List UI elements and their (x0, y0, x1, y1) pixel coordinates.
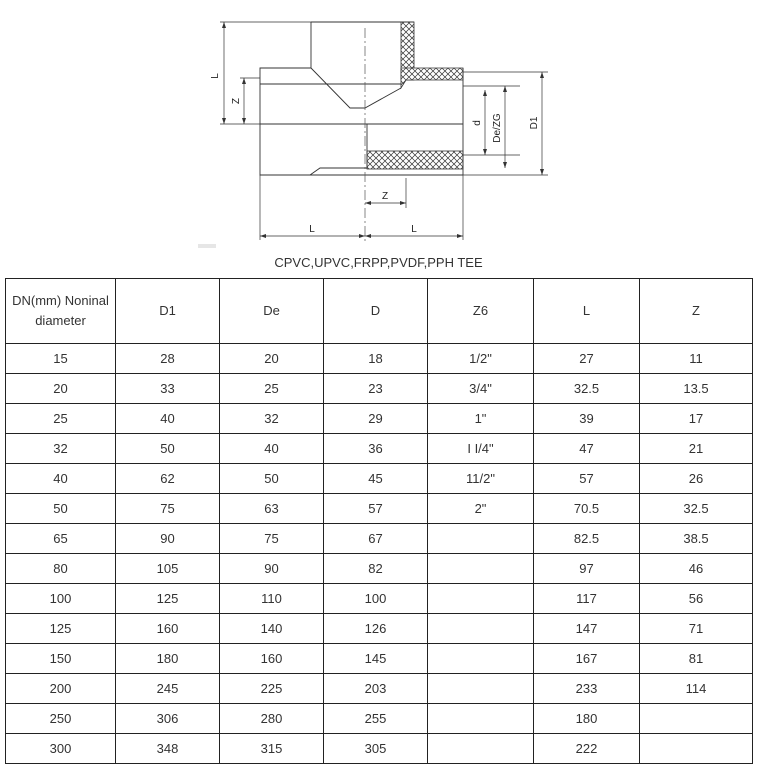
cell-z6 (428, 524, 534, 554)
cell-dn: 40 (6, 464, 116, 494)
cell-z: 71 (640, 614, 753, 644)
header-z: Z (640, 279, 753, 344)
cell-z6: 1/2" (428, 344, 534, 374)
label-L-vertical: L (210, 73, 221, 79)
cell-d1: 50 (116, 434, 220, 464)
cell-d1: 90 (116, 524, 220, 554)
cell-l: 167 (534, 644, 640, 674)
cell-d: 126 (324, 614, 428, 644)
cell-d1: 348 (116, 734, 220, 764)
table-row (6, 674, 753, 704)
cell-z6 (428, 644, 534, 674)
cell-dn: 250 (6, 704, 116, 734)
table-row (6, 704, 753, 734)
cell-de: 32 (220, 404, 324, 434)
cell-l: 180 (534, 704, 640, 734)
table-row (6, 644, 753, 674)
cell-de: 160 (220, 644, 324, 674)
cell-l: 97 (534, 554, 640, 584)
cell-d: 305 (324, 734, 428, 764)
drawing-smudge (198, 244, 216, 248)
cell-z6 (428, 614, 534, 644)
table-row (6, 344, 753, 374)
cell-z: 21 (640, 434, 753, 464)
cell-de: 63 (220, 494, 324, 524)
cell-z6 (428, 554, 534, 584)
cell-z: 46 (640, 554, 753, 584)
cell-dn: 20 (6, 374, 116, 404)
cell-dn: 200 (6, 674, 116, 704)
cell-d1: 28 (116, 344, 220, 374)
cell-dn: 300 (6, 734, 116, 764)
cell-l: 233 (534, 674, 640, 704)
cell-z: 11 (640, 344, 753, 374)
cell-z: 81 (640, 644, 753, 674)
cell-l: 39 (534, 404, 640, 434)
label-Z-bottom: Z (381, 191, 389, 202)
cell-de: 225 (220, 674, 324, 704)
cell-d: 23 (324, 374, 428, 404)
cell-dn: 32 (6, 434, 116, 464)
label-D1: D1 (529, 116, 540, 130)
cell-de: 50 (220, 464, 324, 494)
cell-z6 (428, 674, 534, 704)
dimension-table (5, 278, 753, 764)
cell-z6: 11/2" (428, 464, 534, 494)
table-row (6, 554, 753, 584)
cell-z6 (428, 734, 534, 764)
cell-de: 75 (220, 524, 324, 554)
cell-z: 32.5 (640, 494, 753, 524)
cell-de: 315 (220, 734, 324, 764)
cell-d: 255 (324, 704, 428, 734)
cell-d1: 40 (116, 404, 220, 434)
cell-z: 26 (640, 464, 753, 494)
cell-l: 27 (534, 344, 640, 374)
cell-z: 56 (640, 584, 753, 614)
header-d1: D1 (116, 279, 220, 344)
cell-z: 17 (640, 404, 753, 434)
header-z6: Z6 (428, 279, 534, 344)
label-Z-vertical: Z (231, 97, 242, 105)
cell-d1: 105 (116, 554, 220, 584)
cell-l: 32.5 (534, 374, 640, 404)
table-row (6, 374, 753, 404)
table-row (6, 524, 753, 554)
header-dn: DN(mm) Noninal diameter (6, 279, 116, 344)
cell-l: 70.5 (534, 494, 640, 524)
cell-d1: 245 (116, 674, 220, 704)
cell-z: 114 (640, 674, 753, 704)
cell-de: 90 (220, 554, 324, 584)
cell-d: 145 (324, 644, 428, 674)
cell-d1: 180 (116, 644, 220, 674)
cell-de: 280 (220, 704, 324, 734)
cell-z6: 2" (428, 494, 534, 524)
table-row (6, 584, 753, 614)
label-d: d (472, 120, 483, 126)
cell-z6: 3/4" (428, 374, 534, 404)
cell-z (640, 704, 753, 734)
cell-dn: 15 (6, 344, 116, 374)
cell-d: 36 (324, 434, 428, 464)
cell-d: 57 (324, 494, 428, 524)
cell-dn: 100 (6, 584, 116, 614)
hatched-wall-sections (367, 22, 463, 169)
drawing-caption: CPVC,UPVC,FRPP,PVDF,PPH TEE (274, 255, 483, 270)
header-d: D (324, 279, 428, 344)
cell-z: 13.5 (640, 374, 753, 404)
cell-d: 29 (324, 404, 428, 434)
cell-d: 100 (324, 584, 428, 614)
cell-d1: 75 (116, 494, 220, 524)
cell-d1: 62 (116, 464, 220, 494)
table-row (6, 404, 753, 434)
cell-z: 38.5 (640, 524, 753, 554)
cell-d: 203 (324, 674, 428, 704)
cell-d1: 306 (116, 704, 220, 734)
cell-dn: 50 (6, 494, 116, 524)
cell-z6: I I/4" (428, 434, 534, 464)
tee-fitting-drawing (190, 8, 570, 252)
cell-d: 82 (324, 554, 428, 584)
cell-z (640, 734, 753, 764)
cell-de: 25 (220, 374, 324, 404)
header-de: De (220, 279, 324, 344)
cell-de: 20 (220, 344, 324, 374)
cell-de: 140 (220, 614, 324, 644)
label-L-left: L (309, 224, 315, 235)
cell-d: 67 (324, 524, 428, 554)
cell-dn: 150 (6, 644, 116, 674)
cell-l: 222 (534, 734, 640, 764)
table-row (6, 494, 753, 524)
cell-d1: 160 (116, 614, 220, 644)
table-row (6, 434, 753, 464)
cell-l: 82.5 (534, 524, 640, 554)
cell-l: 47 (534, 434, 640, 464)
table-header-row (6, 279, 753, 344)
cell-z6 (428, 704, 534, 734)
cell-dn: 80 (6, 554, 116, 584)
cell-l: 117 (534, 584, 640, 614)
table-row (6, 734, 753, 764)
cell-de: 110 (220, 584, 324, 614)
cell-d1: 33 (116, 374, 220, 404)
cell-dn: 25 (6, 404, 116, 434)
label-L-right: L (411, 224, 417, 235)
label-De-ZG: De/ZG (492, 113, 503, 143)
cell-de: 40 (220, 434, 324, 464)
header-l: L (534, 279, 640, 344)
cell-dn: 65 (6, 524, 116, 554)
cell-d: 45 (324, 464, 428, 494)
cell-l: 147 (534, 614, 640, 644)
table-row (6, 464, 753, 494)
cell-z6: 1" (428, 404, 534, 434)
cell-d: 18 (324, 344, 428, 374)
cell-z6 (428, 584, 534, 614)
table-row (6, 614, 753, 644)
cell-dn: 125 (6, 614, 116, 644)
cell-d1: 125 (116, 584, 220, 614)
cell-l: 57 (534, 464, 640, 494)
